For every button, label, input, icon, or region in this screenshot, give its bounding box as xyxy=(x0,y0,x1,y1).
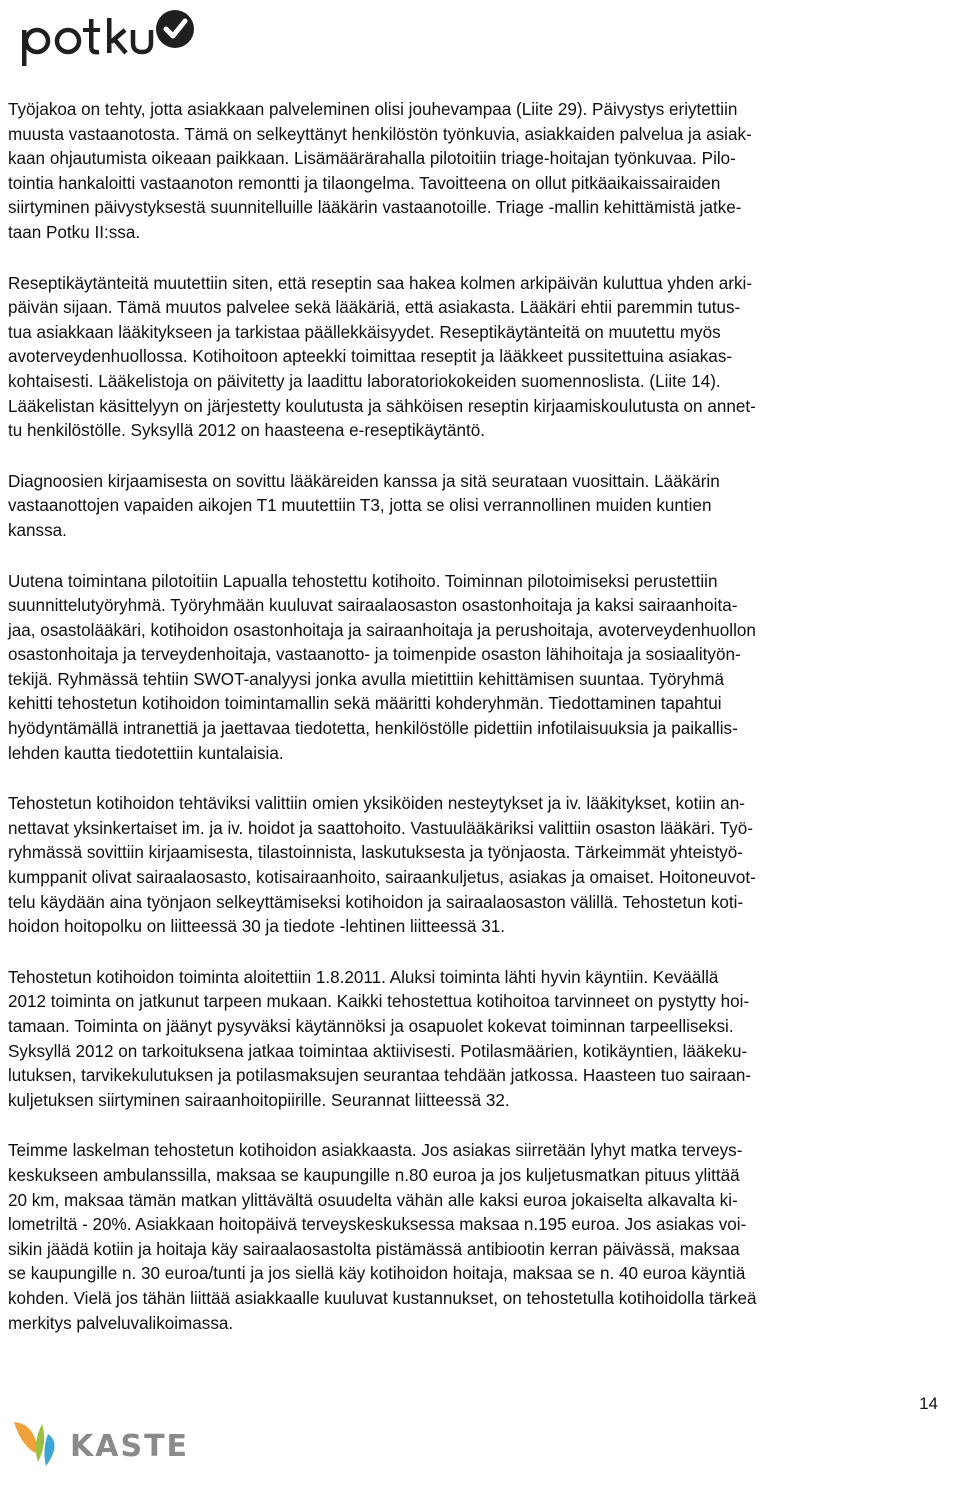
text-line: Tehostetun kotihoidon tehtäviksi valittiin omien yksiköiden nesteytykset ja iv. lääkitykset, kotiin an- xyxy=(8,794,745,814)
text-line: tointia hankaloitti vastaanoton remontti ja tilaongelma. Tavoitteena on ollut pitkäaikaissairaiden xyxy=(8,173,721,193)
text-line: kaan ohjautumista oikeaan paikkaan. Lisämäärärahalla pilotoitiin triage-hoitajan työnkuvaa. Pilo- xyxy=(8,149,736,169)
text-line: tekijä. Ryhmässä tehtiin SWOT-analyysi jonka avulla mietittiin kehittämisen suuntaa. Työryhmä xyxy=(8,669,725,689)
text-line: kehitti tehostetun kotihoidon toimintamallin sekä määritti kohderyhmän. Tiedottaminen tapahtui xyxy=(8,694,722,714)
text-line: Työjakoa on tehty, jotta asiakkaan palveleminen olisi jouhevampaa (Liite 29). Päivystys eriytettiin xyxy=(8,100,738,119)
paragraph-7 xyxy=(8,1139,953,1336)
kaste-logo-text: KASTE xyxy=(70,1429,190,1464)
text-line: lehden kautta tiedotettiin kuntalaisia. xyxy=(8,743,284,763)
kaste-logo xyxy=(8,1414,218,1472)
text-line: ryhmässä sovittiin kirjaamisesta, tilastoinnista, laskutuksesta ja työnjaosta. Tärkeimmät yhteistyö- xyxy=(8,843,743,863)
paragraph-2 xyxy=(8,272,953,444)
text-line: Uutena toimintana pilotoitiin Lapualla tehostettu kotihoito. Toiminnan pilotoimiseksi perustettiin xyxy=(8,571,718,591)
paragraph-6 xyxy=(8,966,953,1114)
text-line: Tehostetun kotihoidon toiminta aloitettiin 1.8.2011. Aluksi toiminta lähti hyvin käyntiin. Keväällä xyxy=(8,967,719,987)
text-line: sikin jäädä kotiin ja hoitaja käy sairaalaosastolta pistämässä antibiootin kerran päivässä, maksaa xyxy=(8,1239,740,1259)
potku-logo xyxy=(18,4,198,68)
paragraph-1 xyxy=(8,98,953,246)
paragraph-5 xyxy=(8,792,953,940)
text-line: hoidon hoitopolku on liitteessä 30 ja tiedote -lehtinen liitteessä 31. xyxy=(8,917,506,937)
text-line: se kaupungille n. 30 euroa/tunti ja jos siellä käy kotihoidon hoitaja, maksaa se n. 40 euroa käyntiä xyxy=(8,1264,746,1284)
text-line: päivän sijaan. Tämä muutos palvelee sekä lääkäriä, että asiakasta. Lääkäri ehtii paremmin tutus- xyxy=(8,298,741,318)
text-line: Teimme laskelman tehostetun kotihoidon asiakkaasta. Jos asiakas siirretään lyhyt matka terveys- xyxy=(8,1141,743,1161)
text-line: tu henkilöstölle. Syksyllä 2012 on haasteena e-reseptikäytäntö. xyxy=(8,421,486,441)
text-line: muusta vastaanotosta. Tämä on selkeyttänyt henkilöstön työnkuvia, asiakkaiden palvelua ja asiak- xyxy=(8,124,752,144)
text-line: vastaanottojen vapaiden aikojen T1 muutettiin T3, jotta se olisi verrannollinen muiden kuntien xyxy=(8,496,712,516)
text-line: kumppanit olivat sairaalaosasto, kotisairaanhoito, sairaankuljetus, asiakas ja omaiset. Hoitoneuvot- xyxy=(8,868,756,888)
text-line: Lääkelistan käsittelyyn on järjestetty koulutusta ja sähköisen reseptin kirjaamiskoulutusta on annet- xyxy=(8,396,756,416)
text-line: telu käydään aina työnjaon selkeyttämiseksi kotihoidon ja sairaalaosaston välillä. Tehostetun koti- xyxy=(8,892,744,912)
text-line: taan Potku II:ssa. xyxy=(8,222,141,242)
text-line: nettavat yksinkertaiset im. ja iv. hoidot ja saattohoito. Vastuulääkäriksi valittiin osaston lääkäri. Työ- xyxy=(8,818,753,838)
text-line: kohtaisesti. Lääkelistoja on päivitetty ja laadittu laboratoriokokeiden suomennoslista. (Liite 14). xyxy=(8,371,721,391)
text-line: avoterveydenhuollossa. Kotihoitoon apteekki toimittaa reseptit ja lääkkeet pussitettuina asiakas- xyxy=(8,347,733,367)
text-line: suunnittelutyöryhmä. Työryhmään kuuluvat sairaalaosaston osastonhoitaja ja kaksi sairaanhoita- xyxy=(8,596,738,616)
text-line: kohden. Vielä jos tähän liittää asiakkaalle kuuluvat kustannukset, on tehostetulla kotihoidolla tärkeä xyxy=(8,1288,757,1308)
text-line: tua asiakkaan lääkitykseen ja tarkistaa päällekkäisyydet. Reseptikäytänteitä on muutettu myös xyxy=(8,322,721,342)
text-line: Diagnoosien kirjaamisesta on sovittu lääkäreiden kanssa ja sitä seurataan vuosittain. Lääkärin xyxy=(8,471,720,491)
text-line: merkitys palveluvalikoimassa. xyxy=(8,1313,234,1333)
text-line: tamaan. Toiminta on jäänyt pysyväksi käytännöksi ja osapuolet kokevat toiminnan tarpeelliseksi. xyxy=(8,1017,734,1036)
text-line: lometriltä - 20%. Asiakkaan hoitopäivä terveyskeskuksessa maksaa n.195 euroa. Jos asiakas voi- xyxy=(8,1215,747,1235)
paragraph-3 xyxy=(8,470,953,544)
text-line: hyödyntämällä intranettiä ja jaettavaa tiedotetta, henkilöstölle pidettiin infotilaisuuksia ja paikallis- xyxy=(8,719,738,739)
text-line: osastonhoitaja ja terveydenhoitaja, vastaanotto- ja toimenpide osaston lähihoitaja ja sosiaalityön- xyxy=(8,645,741,665)
text-line: kanssa. xyxy=(8,520,67,540)
text-line: keskukseen ambulanssilla, maksaa se kaupungille n.80 euroa ja jos kuljetusmatkan pituus ylittää xyxy=(8,1165,740,1185)
text-line: 20 km, maksaa tämän matkan ylittävältä osuudelta vähän alle kaksi euroa jokaiselta alkavalta ki- xyxy=(8,1190,738,1210)
text-line: Syksyllä 2012 on tarkoituksena jatkaa toimintaa aktiivisesti. Potilasmäärien, kotikäyntien, lääkeku- xyxy=(8,1041,748,1061)
text-line: siirtyminen päivystyksestä suunnitelluille lääkärin vastaanotoille. Triage -mallin kehittämistä jatke- xyxy=(8,198,742,218)
text-line: 2012 toiminta on jatkunut tarpeen mukaan. Kaikki tehostettua kotihoitoa tarvinneet on pystytty hoi- xyxy=(8,992,750,1012)
text-line: Reseptikäytänteitä muutettiin siten, että reseptin saa hakea kolmen arkipäivän kuluttua yhden arki- xyxy=(8,273,752,293)
document-body xyxy=(8,98,953,1362)
text-line: lutuksen, tarvikekulutuksen ja potilasmaksujen seurantaa tehdään jatkossa. Haasteen tuo sairaan- xyxy=(8,1066,752,1086)
text-line: jaa, osastolääkäri, kotihoidon osastonhoitaja ja sairaanhoitaja ja perushoitaja, avoterveydenhuollon xyxy=(8,620,756,640)
paragraph-4 xyxy=(8,570,953,767)
page-number: 14 xyxy=(919,1394,938,1413)
text-line: kuljetuksen siirtyminen sairaanhoitopiirille. Seurannat liitteessä 32. xyxy=(8,1090,510,1110)
